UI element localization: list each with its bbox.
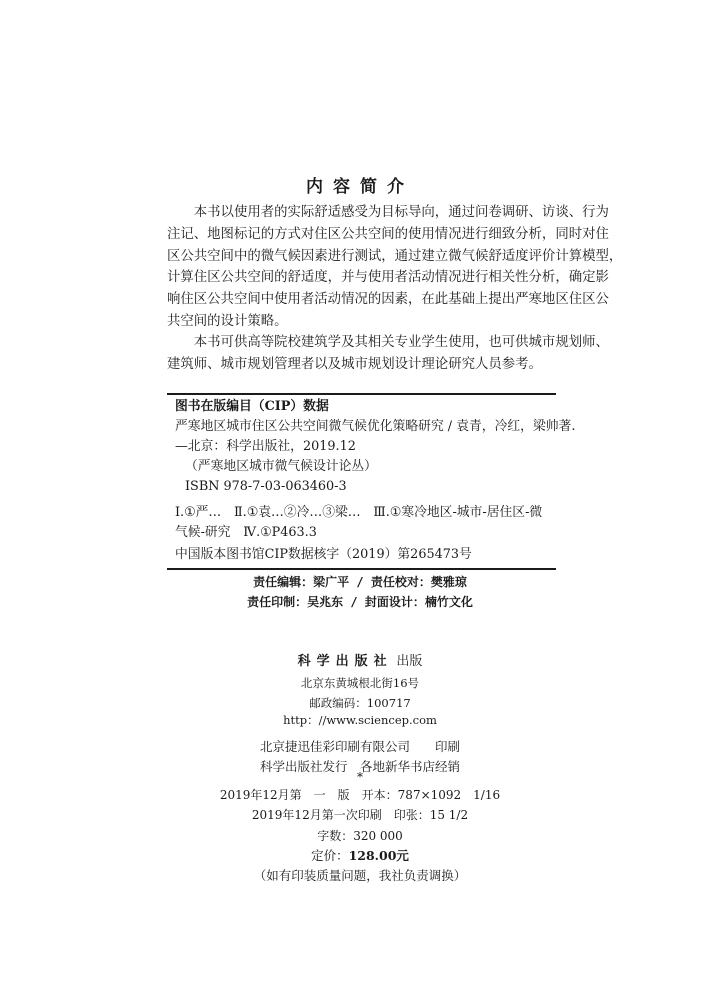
publisher-url: http：//www.sciencep.com — [283, 713, 437, 727]
printer-line: 北京捷迅佳彩印刷有限公司 印刷 — [259, 739, 460, 754]
word-count: 字数：320 000 — [317, 829, 403, 843]
cip-series-line: （严寒地区城市微气候设计论丛） — [185, 459, 377, 474]
intro-paragraph-1 — [167, 202, 623, 333]
publisher-name: 科学出版社 — [297, 654, 393, 669]
staff-line-1: 责任编辑：梁广平 / 责任校对：樊雅琼 — [253, 575, 467, 589]
cip-header: 图书在版编目（CIP）数据 — [175, 399, 329, 414]
quality-note: （如有印装质量问题，我社负责调换） — [253, 868, 467, 883]
intro-paragraph-2 — [167, 332, 609, 376]
cip-classification-line-1: Ⅰ.①严… Ⅱ.①袁…②冷…③梁… Ⅲ.①寒冷地区-城市-居住区-微 — [175, 505, 543, 520]
publisher-suffix: 出版 — [396, 654, 423, 669]
intro-line: 区公共空间中的微气候因素进行测试，通过建立微气候舒适度评价计算模型， — [167, 248, 623, 264]
distributor-line: 科学出版社发行 各地新华书店经销 — [259, 759, 460, 774]
intro-line: 共空间的设计策略。 — [167, 313, 288, 329]
separator-star: * — [357, 770, 363, 784]
publisher-address: 北京东黄城根北街16号 — [300, 676, 420, 690]
intro-line: 建筑师、城市规划管理者以及城市规划设计理论研究人员参考。 — [167, 356, 542, 372]
price-value: 128.00元 — [348, 848, 409, 863]
price-line — [0, 846, 720, 864]
edition-line: 2019年12月第 一 版 开本：787×1092 1/16 — [219, 788, 501, 802]
staff-line-2: 责任印制：吴兆东 / 封面设计：楠竹文化 — [247, 595, 473, 609]
cip-isbn: ISBN 978-7-03-063460-3 — [185, 479, 347, 494]
cip-classification-line-2: 气候-研究 Ⅳ.①P463.3 — [175, 525, 317, 540]
intro-line: 计算住区公共空间的舒适度，并与使用者活动情况进行相关性分析，确定影 — [167, 270, 609, 286]
cip-top-rule — [167, 393, 556, 395]
printing-line: 2019年12月第一次印刷 印张：15 1/2 — [251, 808, 469, 822]
cip-title-line: 严寒地区城市住区公共空间微气候优化策略研究 / 袁青，冷红，梁帅著. — [175, 419, 576, 434]
staff-credits — [0, 572, 720, 612]
cip-publisher-line: —北京：科学出版社，2019.12 — [175, 439, 356, 454]
intro-line: 本书以使用者的实际舒适感受为目标导向，通过问卷调研、访谈、行为 — [167, 205, 609, 220]
intro-line: 本书可供高等院校建筑学及其相关专业学生使用，也可供城市规划师、 — [167, 335, 609, 350]
intro-line: 响住区公共空间中使用者活动情况的因素，在此基础上提出严寒地区住区公 — [167, 292, 609, 308]
price-label: 定价： — [311, 848, 349, 863]
page-title: 内容简介 — [306, 177, 414, 197]
cip-bottom-rule — [167, 568, 556, 570]
cip-record: 中国版本图书馆CIP数据核字（2019）第265473号 — [175, 547, 472, 562]
intro-line: 注记、地图标记的方式对住区公共空间的使用情况进行细致分析，同时对住 — [167, 226, 609, 242]
cip-block — [175, 397, 576, 543]
publisher-line — [0, 650, 720, 669]
publisher-postcode: 邮政编码：100717 — [309, 696, 411, 710]
